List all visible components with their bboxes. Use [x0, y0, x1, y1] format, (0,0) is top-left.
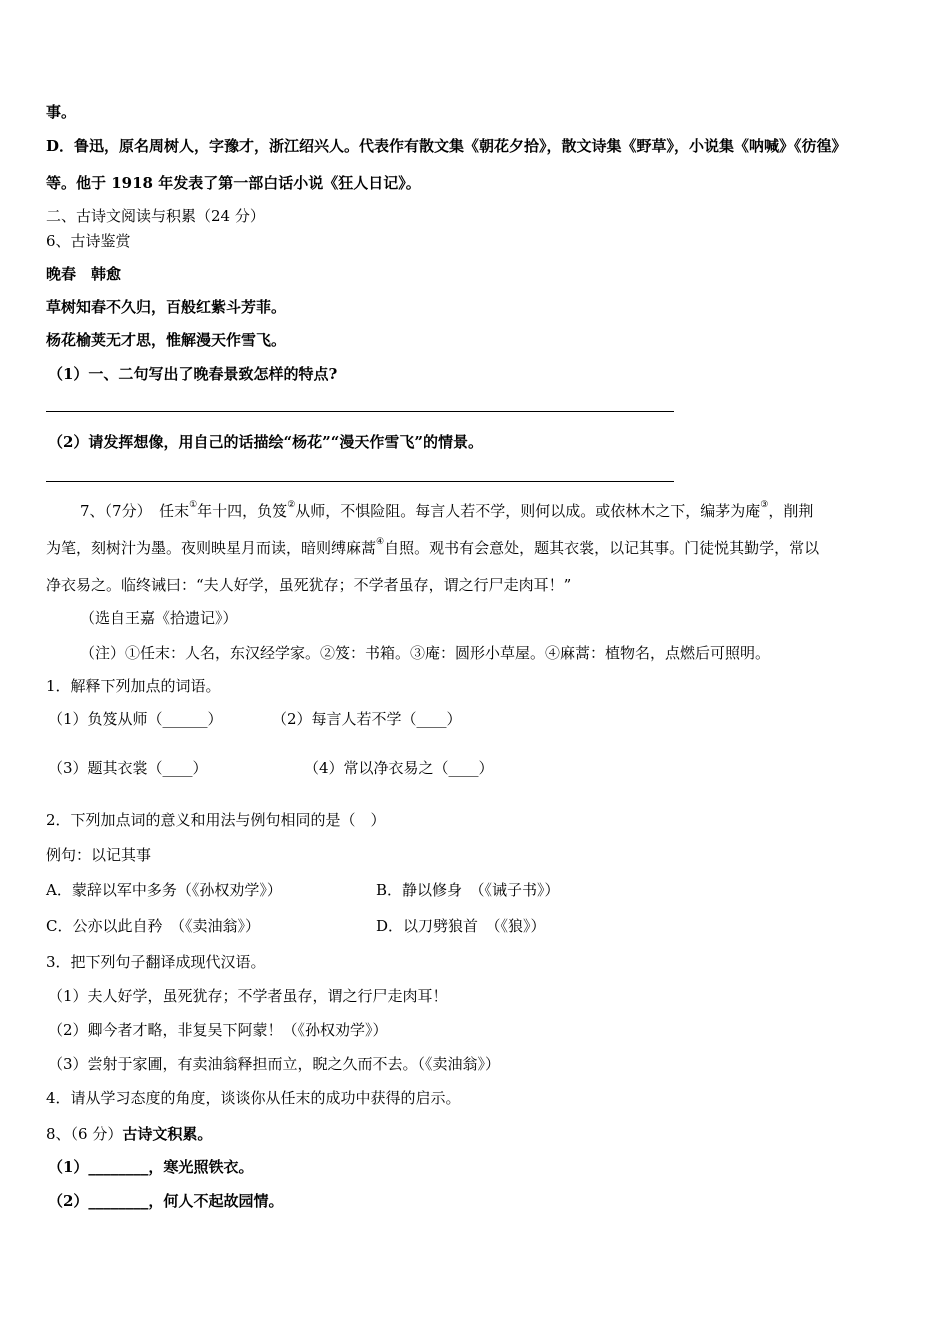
option-d-continued: 等。他于 1918 年发表了第一部白话小说《狂人日记》。 — [46, 174, 421, 192]
answer-line — [46, 481, 674, 482]
q7-item-4: 4．请从学习态度的角度，谈谈你从任末的成功中获得的启示。 — [46, 1089, 461, 1107]
q7-item-3: 3．把下列句子翻译成现代汉语。 — [46, 953, 266, 971]
sub-question-1: （1）一、二句写出了晚春景致怎样的特点? — [48, 365, 338, 383]
question-6-title: 6、古诗鉴赏 — [46, 232, 131, 250]
poem-line-1: 草树知春不久归，百般红紫斗芳菲。 — [46, 298, 287, 316]
q7-item-1d: （4）常以净衣易之（____） — [304, 759, 494, 777]
q7-item-1c: （3）题其衣裳（____） — [48, 759, 208, 777]
option-d-text: D．鲁迅，原名周树人，字豫才，浙江绍兴人。代表作有散文集《朝花夕拾》，散文诗集《野草》，小说集《呐喊》《彷徨》 — [46, 137, 847, 155]
q7-item-3-3: （3）尝射于家圃，有卖油翁释担而立，睨之久而不去。（《卖油翁》） — [48, 1055, 501, 1073]
poem-line-2: 杨花榆荚无才思，惟解漫天作雪飞。 — [46, 331, 287, 349]
section-heading: 二、古诗文阅读与积累（24 分） — [46, 207, 265, 225]
passage-line-2: 为笔，刻树汁为墨。夜则映星月而读，暗则缚麻蒿④自照。观书有会意处，题其衣裳，以记其事。门徒悦其勤学，常以 — [46, 537, 820, 557]
q8-line-1: （1）________，寒光照铁衣。 — [48, 1158, 254, 1176]
passage-note: （注）①任末：人名，东汉经学家。②笈：书箱。③庵：圆形小草屋。④麻蒿：植物名，点燃后可照明。 — [80, 644, 771, 662]
passage-line-3: 净衣易之。临终诫曰：“夫人好学，虽死犹存；不学者虽存，谓之行尸走肉耳！” — [46, 576, 572, 594]
text-line: 事。 — [46, 103, 77, 121]
q7-item-1: 1．解释下列加点的词语。 — [46, 677, 221, 695]
question-8-title: 8、（6 分）古诗文积累。 — [46, 1125, 213, 1143]
q7-item-1a: （1）负笈从师（______） — [48, 710, 223, 728]
q7-item-3-1: （1）夫人好学，虽死犹存；不学者虽存，谓之行尸走肉耳！ — [48, 987, 448, 1005]
q8-line-2: （2）________，何人不起故园情。 — [48, 1192, 284, 1210]
q7-example: 例句：以记其事 — [46, 846, 152, 864]
answer-line — [46, 411, 674, 412]
option-d: D．以刀劈狼首 （《狼》） — [376, 917, 546, 935]
option-b: B．静以修身 （《诫子书》） — [376, 881, 560, 899]
option-c: C．公亦以此自矜 （《卖油翁》） — [46, 917, 260, 935]
poem-title: 晚春 韩愈 — [46, 265, 122, 283]
passage-line-1: 7、（7分） 任末①年十四，负笈②从师，不惧险阻。每言人若不学，则何以成。或依林木之下，编茅为庵③，削荆 — [80, 500, 814, 520]
passage-source: （选自王嘉《拾遗记》） — [80, 609, 238, 627]
option-a: A．蒙辞以军中多务（《孙权劝学》） — [46, 881, 282, 899]
q7-item-1b: （2）每言人若不学（____） — [272, 710, 462, 728]
sub-question-2: （2）请发挥想像，用自己的话描绘“杨花”“漫天作雪飞”的情景。 — [48, 433, 483, 451]
q7-item-2: 2．下列加点词的意义和用法与例句相同的是（ ） — [46, 811, 386, 829]
q7-item-3-2: （2）卿今者才略，非复吴下阿蒙！（《孙权劝学》） — [48, 1021, 388, 1039]
